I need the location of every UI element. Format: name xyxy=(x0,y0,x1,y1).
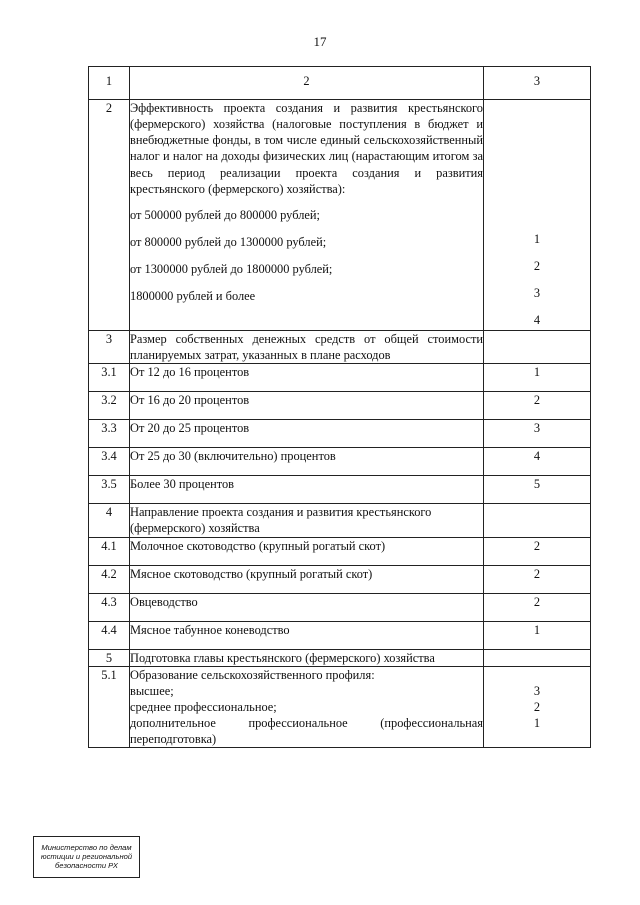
row-score xyxy=(484,331,591,364)
row-number: 4.4 xyxy=(89,621,130,649)
row-score: 2 xyxy=(484,537,591,565)
row-number: 4 xyxy=(89,504,130,537)
row-number: 5 xyxy=(89,649,130,666)
table-row xyxy=(89,331,591,364)
row-score xyxy=(484,100,591,331)
score-value: 1 xyxy=(533,715,541,730)
sub-item: среднее профессиональное; xyxy=(130,699,277,714)
row-text: Молочное скотоводство (крупный рогатый скот) xyxy=(130,537,484,565)
sub-item: от 800000 рублей до 1300000 рублей; xyxy=(130,234,327,249)
row-text: Подготовка главы крестьянского (фермерского) хозяйства xyxy=(130,649,484,666)
row-text: От 16 до 20 процентов xyxy=(130,392,484,420)
score-value: 2 xyxy=(533,699,541,714)
row-number: 4.1 xyxy=(89,537,130,565)
row-score: 1 xyxy=(484,364,591,392)
row-number: 3 xyxy=(89,331,130,364)
row-number: 4.3 xyxy=(89,593,130,621)
row-number: 5.1 xyxy=(89,666,130,748)
row-score: 2 xyxy=(484,565,591,593)
table-row xyxy=(89,537,591,565)
row-number: 2 xyxy=(89,100,130,331)
table-row xyxy=(89,565,591,593)
table-row xyxy=(89,392,591,420)
row-score: 4 xyxy=(484,448,591,476)
stamp-line: безопасности РХ xyxy=(55,861,118,871)
row-score: 2 xyxy=(484,392,591,420)
score-value: 2 xyxy=(533,259,541,273)
table-row xyxy=(89,420,591,448)
row-score: 2 xyxy=(484,593,591,621)
table-header-row xyxy=(89,67,591,100)
criteria-table xyxy=(88,66,591,748)
page-number: 17 xyxy=(313,34,327,49)
table-row xyxy=(89,448,591,476)
row-score xyxy=(484,666,591,748)
score-value: 3 xyxy=(533,683,541,698)
stamp-line: юстиции и региональной xyxy=(40,852,133,862)
table-row xyxy=(89,100,591,331)
row-score: 3 xyxy=(484,420,591,448)
table-row xyxy=(89,593,591,621)
header-col-3: 3 xyxy=(484,67,591,100)
criterion-description: Образование сельскохозяйственного профиля: xyxy=(130,667,375,682)
row-text: Размер собственных денежных средств от общей стоимости планируемых затрат, указанных в плане расходов xyxy=(130,332,483,363)
header-col-2: 2 xyxy=(130,67,484,100)
row-text: От 12 до 16 процентов xyxy=(130,364,484,392)
table-row xyxy=(89,476,591,504)
row-score xyxy=(484,504,591,537)
row-score: 1 xyxy=(484,621,591,649)
criterion-description: Эффективность проекта создания и развития крестьянского (фермерского) хозяйства (налоговые поступления в бюджет и внебюджетные фонды, в том числе единый сельскохозяйственный налог и налог на доходы физических лиц (нарастающим итогом за весь период реализации проекта создания и развития крестьянского (фермерского) хозяйства): xyxy=(130,101,483,196)
sub-item: дополнительное профессиональное (профессиональная переподготовка) xyxy=(130,716,483,747)
score-value: 4 xyxy=(533,313,541,327)
header-col-1: 1 xyxy=(89,67,130,100)
row-text: Более 30 процентов xyxy=(130,476,484,504)
score-value: 1 xyxy=(533,232,541,246)
row-text xyxy=(130,100,484,331)
sub-item: от 500000 рублей до 800000 рублей; xyxy=(130,207,320,222)
row-text xyxy=(130,666,484,748)
ministry-stamp xyxy=(33,836,140,878)
table-row xyxy=(89,621,591,649)
score-value: 3 xyxy=(533,286,541,300)
row-text: Овцеводство xyxy=(130,593,484,621)
row-number: 3.3 xyxy=(89,420,130,448)
row-text: Мясное скотоводство (крупный рогатый скот) xyxy=(130,565,484,593)
row-number: 3.1 xyxy=(89,364,130,392)
table-row xyxy=(89,364,591,392)
sub-item: 1800000 рублей и более xyxy=(130,288,256,303)
row-text: Направление проекта создания и развития крестьянского (фермерского) хозяйства xyxy=(130,504,484,537)
row-number: 3.2 xyxy=(89,392,130,420)
row-number: 3.4 xyxy=(89,448,130,476)
sub-item: высшее; xyxy=(130,683,174,698)
table-row xyxy=(89,504,591,537)
sub-item: от 1300000 рублей до 1800000 рублей; xyxy=(130,261,333,276)
table-row xyxy=(89,666,591,748)
table-row xyxy=(89,649,591,666)
row-text: От 25 до 30 (включительно) процентов xyxy=(130,448,484,476)
row-number: 4.2 xyxy=(89,565,130,593)
row-score: 5 xyxy=(484,476,591,504)
row-text: Мясное табунное коневодство xyxy=(130,621,484,649)
row-number: 3.5 xyxy=(89,476,130,504)
row-text: От 20 до 25 процентов xyxy=(130,420,484,448)
stamp-line: Министерство по делам xyxy=(41,843,132,852)
row-score xyxy=(484,649,591,666)
